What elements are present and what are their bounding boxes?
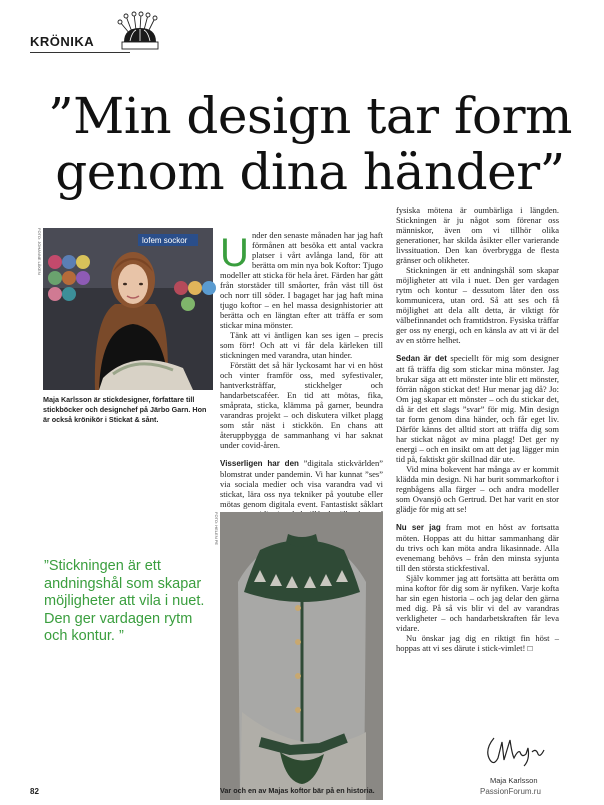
handwritten-signature [480, 730, 560, 770]
article-paragraph: nder den senaste månaden har jag haft förmånen att besöka ett antal vackra platser i vårt avlånga land, för att berätta om min nya bok Koftor: Tjugo modeller att sticka för hela året. Färden har gått från storstäder till småorter, från väst till öst och norr till söder. I bagaget har jag haft mina tjugo koftor – en hel massa designhistorier att berätta och en längtan efter att träffa er som stickar mina mönster. [220, 230, 383, 330]
section-label: KRÖNIKA [30, 34, 95, 49]
headline [40, 88, 580, 200]
pull-quote: ”Stickningen är ett andningshål som skapar möjligheter att vila i nuet. Den ger vardagen rytm och kontur. ” [44, 558, 205, 644]
page-number: 82 [30, 787, 39, 796]
article-paragraph: Visserligen har den ”digitala stickvärlden” blomstrat under pandemin. Vi har kunnat ”ses” via sociala medier och visa varandra vad vi stickat, lära oss nya tekniker på youtube eller mötas genom digitala event. Fantastiskt såklart [220, 458, 383, 509]
article-paragraph: Nu ser jag fram mot en höst av fortsatta möten. Hoppas att du hittar sammanhang där du trivs och kan möta andra likasinnade. Alla evenemang behövs – från den minsta syjunta till den största stickfestival. [396, 522, 559, 573]
article-column-2 [220, 230, 383, 508]
author-name: Maja Karlsson [490, 776, 538, 785]
shop-sign-text: lofem sockor [142, 236, 188, 245]
pincushion-icon [110, 12, 170, 52]
photo-credit-2: FOTO: HELEN PE [214, 512, 219, 546]
watermark: PassionForum.ru [480, 787, 541, 796]
portrait-photo [43, 228, 213, 390]
cardigan-photo [220, 512, 383, 800]
article-paragraph: Tänk att vi äntligen kan ses igen – precis som förr! Och att vi får dela kärleken till stickningen med varandra, utan hinder. [220, 330, 383, 360]
section-divider [30, 52, 130, 53]
section-header [30, 12, 190, 62]
article-paragraph: Sedan är det speciellt för mig som designer att få träffa dig som stickar mina mönster. Jag brukar säga att ett mönster inte blir ett mönster, förrän någon stickat det! Hur menar jag då? Jo: Om jag skapar ett mönster – och du stickar det, då är det ett slags ”svar” för mig. Min design tar form genom dina händer, och får eget liv. Därför känns det alltid stort att träffa dig som har stickat något av mina plagg! Det ger ny energi – och en insikt om att det jag lägger min tid på, faktiskt gör skillnad där ute. [396, 353, 560, 464]
article-paragraph: Nu önskar jag dig en riktigt fin höst – hoppas att vi ses därute i stick-vimlet! □ [396, 633, 559, 653]
paragraph-lead: Visserligen har den [220, 459, 299, 468]
photo-credit-1: FOTO: JOHANNE LÅKEN [37, 228, 42, 275]
article-paragraph: Förstätt det så här lyckosamt har vi en höst och vinter framför oss, med syfestivaler, hantverksträffar, stickhelger och handarbetscaféer. En tid att mötas, fika, småprata, sticka, klämma på garner, beundra varandras projekt – och diskutera vilket plagg som står näst i stickkön. En chans att återuppbygga de sammanhang vi har saknat under covid-åren. [220, 360, 383, 450]
portrait-caption: Maja Karlsson är stickdesigner, författare till stickböcker och designchef på Järbo Garn. Hon är också krönikör i Stickat & sånt. [43, 395, 207, 424]
drop-cap [220, 231, 249, 275]
cardigan-caption: Var och en av Majas koftor bär på en historia. [220, 786, 375, 795]
article-paragraph: Vid mina bokevent har många av er kommit klädda min design. Ni har burit sommarkoftor i regnbågens alla färger – och andra modeller som Ovansjö och Gertrud. Det har varit en stor glädje för mig att se! [396, 464, 559, 514]
article-column-3 [396, 205, 559, 705]
article-paragraph: fysiska mötena är oumbärliga i längden. Stickningen är ju något som förenar oss människor, även om vi tillhör olika generationer, har skilda åsikter eller varierande livssituation. Den kan överbrygga de flesta gränser och olikheter. [396, 205, 559, 265]
article-paragraph: Stickningen är ett andningshål som skapar möjligheter att vila i nuet. Den ger vardagen rytm och kontur – dessutom låter den oss kommunicera, utan ord. Så att ses och få möjlighet att dela allt detta, är viktigt för välbefinnandet och framtidstron. Fysiska träffar ger oss ny energi, och en känsla av att vi är del av en större helhet. [396, 265, 559, 345]
headline-line-2: genom dina händer” [55, 143, 565, 201]
paragraph-lead: Sedan är det [396, 354, 447, 363]
paragraph-lead: Nu ser jag [396, 523, 441, 532]
article-paragraph: Själv kommer jag att fortsätta att berätta om mina koftor för dig som är nyfiken. Varje kofta har sin egen historia – och jag delar den gärna med dig. På så vis blir vi del av varandras verkligheter – och handarbetskraften får leva vidare. [396, 573, 559, 633]
headline-line-1: ”Min design tar form [48, 87, 572, 145]
svg-text:U: U [220, 231, 249, 275]
